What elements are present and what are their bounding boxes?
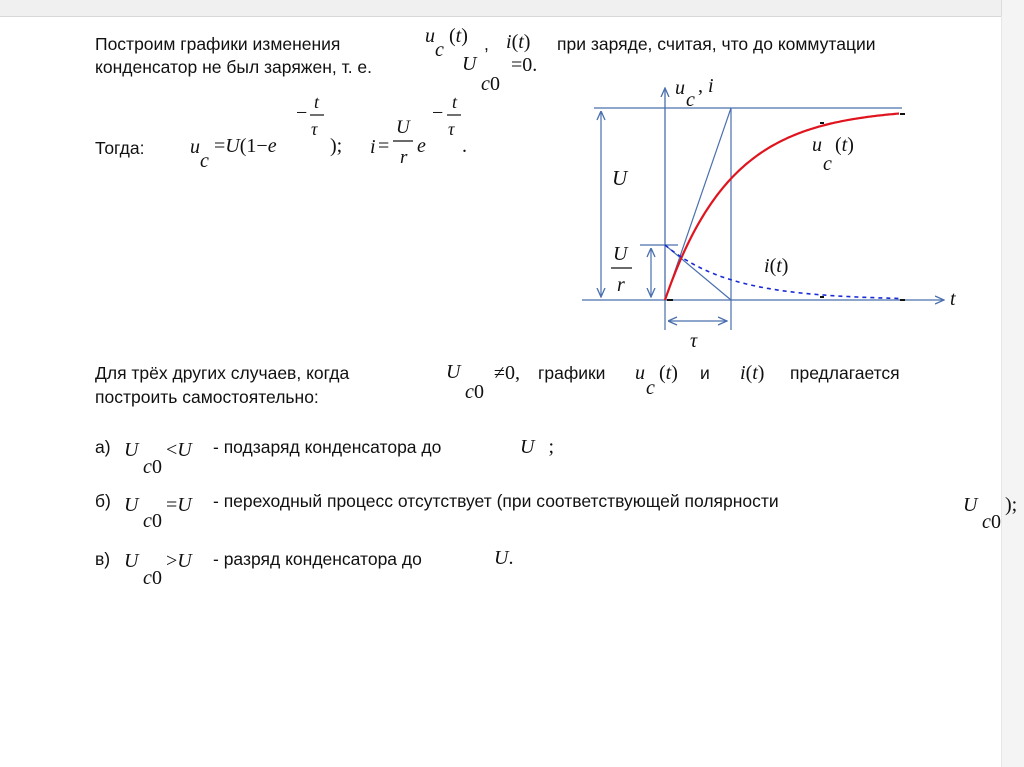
para3-line1-tail: предлагается xyxy=(790,363,900,383)
axis-y-label-comma: , i xyxy=(698,75,714,97)
para1-line1-tail: при заряде, считая, что до коммутации xyxy=(557,34,876,54)
case-c-tail: U. xyxy=(494,547,514,569)
case-a-text: - подзаряд конденсатора до xyxy=(213,437,442,457)
formula-i-t-2: i(t) xyxy=(740,362,765,384)
para1-comma: , xyxy=(484,34,489,54)
formula-i-t-1: i(t) xyxy=(506,31,531,53)
case-c-text: - разряд конденсатора до xyxy=(213,549,422,569)
axis-y-label-u: u xyxy=(675,77,685,99)
case-a-label: а) xyxy=(95,437,111,457)
then-label: Тогда: xyxy=(95,138,145,158)
case-c-label: в) xyxy=(95,549,111,569)
chart-labels xyxy=(611,75,956,352)
axis-x-label: t xyxy=(950,288,956,310)
uc-curve-label-t: (t) xyxy=(835,134,854,156)
case-a-tail: U ; xyxy=(520,436,555,458)
case-b-text: - переходный процесс отсутствует (при соответствующей полярности xyxy=(213,491,779,511)
para1-line1-text: Построим графики изменения xyxy=(95,34,341,54)
para3-and-word: и xyxy=(700,363,710,383)
Ur-label-r: r xyxy=(617,274,625,296)
para3-line2-text: построить самостоятельно: xyxy=(95,387,319,407)
uc-curve-label-c: c xyxy=(823,153,832,175)
para3-line1-text: Для трёх других случаев, когда xyxy=(95,363,350,383)
axis-y-label-c: c xyxy=(686,89,695,111)
para1-line2-text: конденсатор не был заряжен, т. е. xyxy=(95,57,373,77)
tau-label: τ xyxy=(690,330,698,352)
Ur-label-U: U xyxy=(613,243,628,265)
case-b-label: б) xyxy=(95,491,111,511)
chart-axes xyxy=(582,88,944,300)
i-curve-label: i(t) xyxy=(764,255,789,277)
uc-curve-label-u: u xyxy=(812,134,822,156)
U-label: U xyxy=(612,166,628,190)
para3-graphs-word: графики xyxy=(538,363,606,383)
